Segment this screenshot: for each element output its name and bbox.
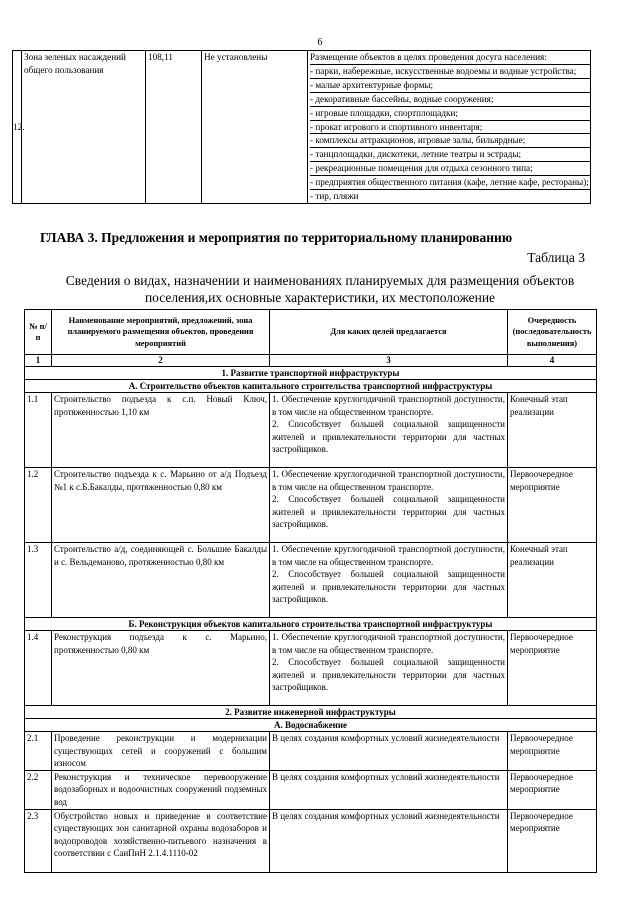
row-number: 2.3 (25, 809, 52, 872)
table-row (25, 809, 597, 872)
measure-priority: Конечный этап реализации (508, 543, 597, 618)
measure-name: Проведение реконструкции и модернизации существующих сетей и сооружений с большим износом (52, 732, 270, 771)
row-number: 1.4 (25, 631, 52, 706)
table-label: Таблица 3 (527, 250, 585, 265)
description-line: - тир, пляжи (310, 191, 359, 202)
row-number: 2.1 (25, 732, 52, 771)
zone-restrictions: Не установлены (202, 51, 308, 204)
column-number: 2 (52, 355, 270, 367)
subsection-heading: Б. Реконструкция объектов капитального строительства транспортной инфраструктуры (25, 618, 597, 631)
table-row (25, 770, 597, 809)
measure-purpose (270, 393, 508, 468)
purpose-point: 1. Обеспечение круглогодичной транспортной доступности, в том числе на общественном транспорте. (272, 394, 505, 417)
zone-description (308, 51, 591, 204)
header-name: Наименование мероприятий, предложений, зона планируемого размещения объектов, проведения мероприятий (52, 310, 270, 355)
purpose-point: 2. Способствует большей социальной защищенности жителей и привлекательности территории для частных застройщиков. (272, 494, 505, 530)
purpose-point: 1. Обеспечение круглогодичной транспортной доступности, в том числе на общественном транспорте. (272, 632, 505, 655)
zone-name: Зона зеленых насаждений общего пользования (22, 51, 146, 204)
column-number: 3 (270, 355, 508, 367)
purpose-point: 1. Обеспечение круглогодичной транспортной доступности, в том числе на общественном транспорте. (272, 544, 505, 567)
purpose-point: 2. Способствует большей социальной защищенности жителей и привлекательности территории для частных застройщиков. (272, 569, 505, 605)
description-line: - декоративные бассейны, водные сооружения; (310, 93, 590, 107)
description-line: - прокат игрового и спортивного инвентаря; (310, 121, 590, 135)
chapter-title: ГЛАВА 3. Предложения и мероприятия по территориальному планированию (40, 230, 513, 245)
table-row (25, 393, 597, 468)
row-number: 12. (13, 51, 22, 204)
table-caption: Сведения о видах, назначении и наименованиях планируемых для размещения объектов поселения,их основные характеристики, их местоположение (65, 273, 575, 305)
measure-priority: Конечный этап реализации (508, 393, 597, 468)
purpose-point: 2. Способствует большей социальной защищенности жителей и привлекательности территории для частных застройщиков. (272, 657, 505, 693)
description-line: - рекреационные помещения для отдыха сезонного типа; (310, 162, 590, 176)
row-number: 1.1 (25, 393, 52, 468)
description-line: - танцплощадки, дискотеки, летние театры и эстрады; (310, 148, 590, 162)
header-num: № п/п (25, 310, 52, 355)
description-line: - комплексы аттракционов, игровые залы, бильярдные; (310, 134, 590, 148)
row-number: 2.2 (25, 770, 52, 809)
page-number: 6 (317, 37, 323, 48)
description-line: - малые архитектурные формы; (310, 79, 590, 93)
measure-priority: Первоочередное мероприятие (508, 468, 597, 543)
table-row (25, 468, 597, 543)
planning-table (24, 309, 597, 873)
table-row (25, 631, 597, 706)
description-line: Размещение объектов в целях проведения досуга населения: (310, 51, 590, 65)
description-line: - предприятия общественного питания (кафе, летние кафе, рестораны); (310, 176, 590, 190)
measure-name: Строительство а/д, соединяющей с. Большие Бакалды и с. Вельдеманово, протяженностью 0,80 км (52, 543, 270, 618)
measure-purpose (270, 543, 508, 618)
column-number-row (25, 355, 597, 367)
measure-purpose (270, 468, 508, 543)
measure-priority: Первоочередное мероприятие (508, 809, 597, 872)
zone-area: 108,11 (146, 51, 202, 204)
description-line: - парки, набережные, искусственные водоемы и водные устройства; (310, 65, 590, 79)
measure-priority: Первоочередное мероприятие (508, 770, 597, 809)
header-purpose: Для каких целей предлагается (270, 310, 508, 355)
column-number: 4 (508, 355, 597, 367)
measure-purpose: В целях создания комфортных условий жизнедеятельности (270, 809, 508, 872)
section-heading: 2. Развитие инженерной инфраструктуры (25, 706, 597, 719)
row-number: 1.2 (25, 468, 52, 543)
top-table (12, 50, 591, 204)
measure-name: Строительство подъезда к с. Марьино от а/д Подъезд №1 к с.Б.Бакалды, протяженностью 0,80 км (52, 468, 270, 543)
measure-name: Реконструкция и техническое перевооружение водозаборных и водоочистных сооружений подземных вод (52, 770, 270, 809)
section-heading: 1. Развитие транспортной инфраструктуры (25, 367, 597, 380)
row-number: 1.3 (25, 543, 52, 618)
measure-purpose: В целях создания комфортных условий жизнедеятельности (270, 732, 508, 771)
measure-priority: Первоочередное мероприятие (508, 631, 597, 706)
measure-priority: Первоочередное мероприятие (508, 732, 597, 771)
column-number: 1 (25, 355, 52, 367)
header-priority: Очередность (последовательность выполнения) (508, 310, 597, 355)
table-row (25, 543, 597, 618)
description-line: - игровые площадки, спортплощадки; (310, 107, 590, 121)
purpose-point: 2. Способствует большей социальной защищенности жителей и привлекательности территории для частных застройщиков. (272, 419, 505, 455)
subsection-heading: А. Строительство объектов капитального строительства транспортной инфраструктуры (25, 380, 597, 393)
measure-name: Строительство подъезда к с.п. Новый Ключ, протяженностью 1,10 км (52, 393, 270, 468)
measure-name: Обустройство новых и приведение в соответствие существующих зон санитарной охраны водозаборов и водопроводов хозяйственно-питьевого назначения в соответствии с СаиПиН 2.1.4.1110-02 (52, 809, 270, 872)
table-row (25, 732, 597, 771)
table-header-row (25, 310, 597, 355)
measure-purpose: В целях создания комфортных условий жизнедеятельности (270, 770, 508, 809)
measure-purpose (270, 631, 508, 706)
measure-name: Реконструкция подъезда к с. Марьино, протяженностью 0,80 км (52, 631, 270, 706)
purpose-point: 1. Обеспечение круглогодичной транспортной доступности, в том числе на общественном транспорте. (272, 469, 505, 492)
subsection-heading: А. Водоснабжение (25, 719, 597, 732)
table-row (13, 51, 591, 204)
